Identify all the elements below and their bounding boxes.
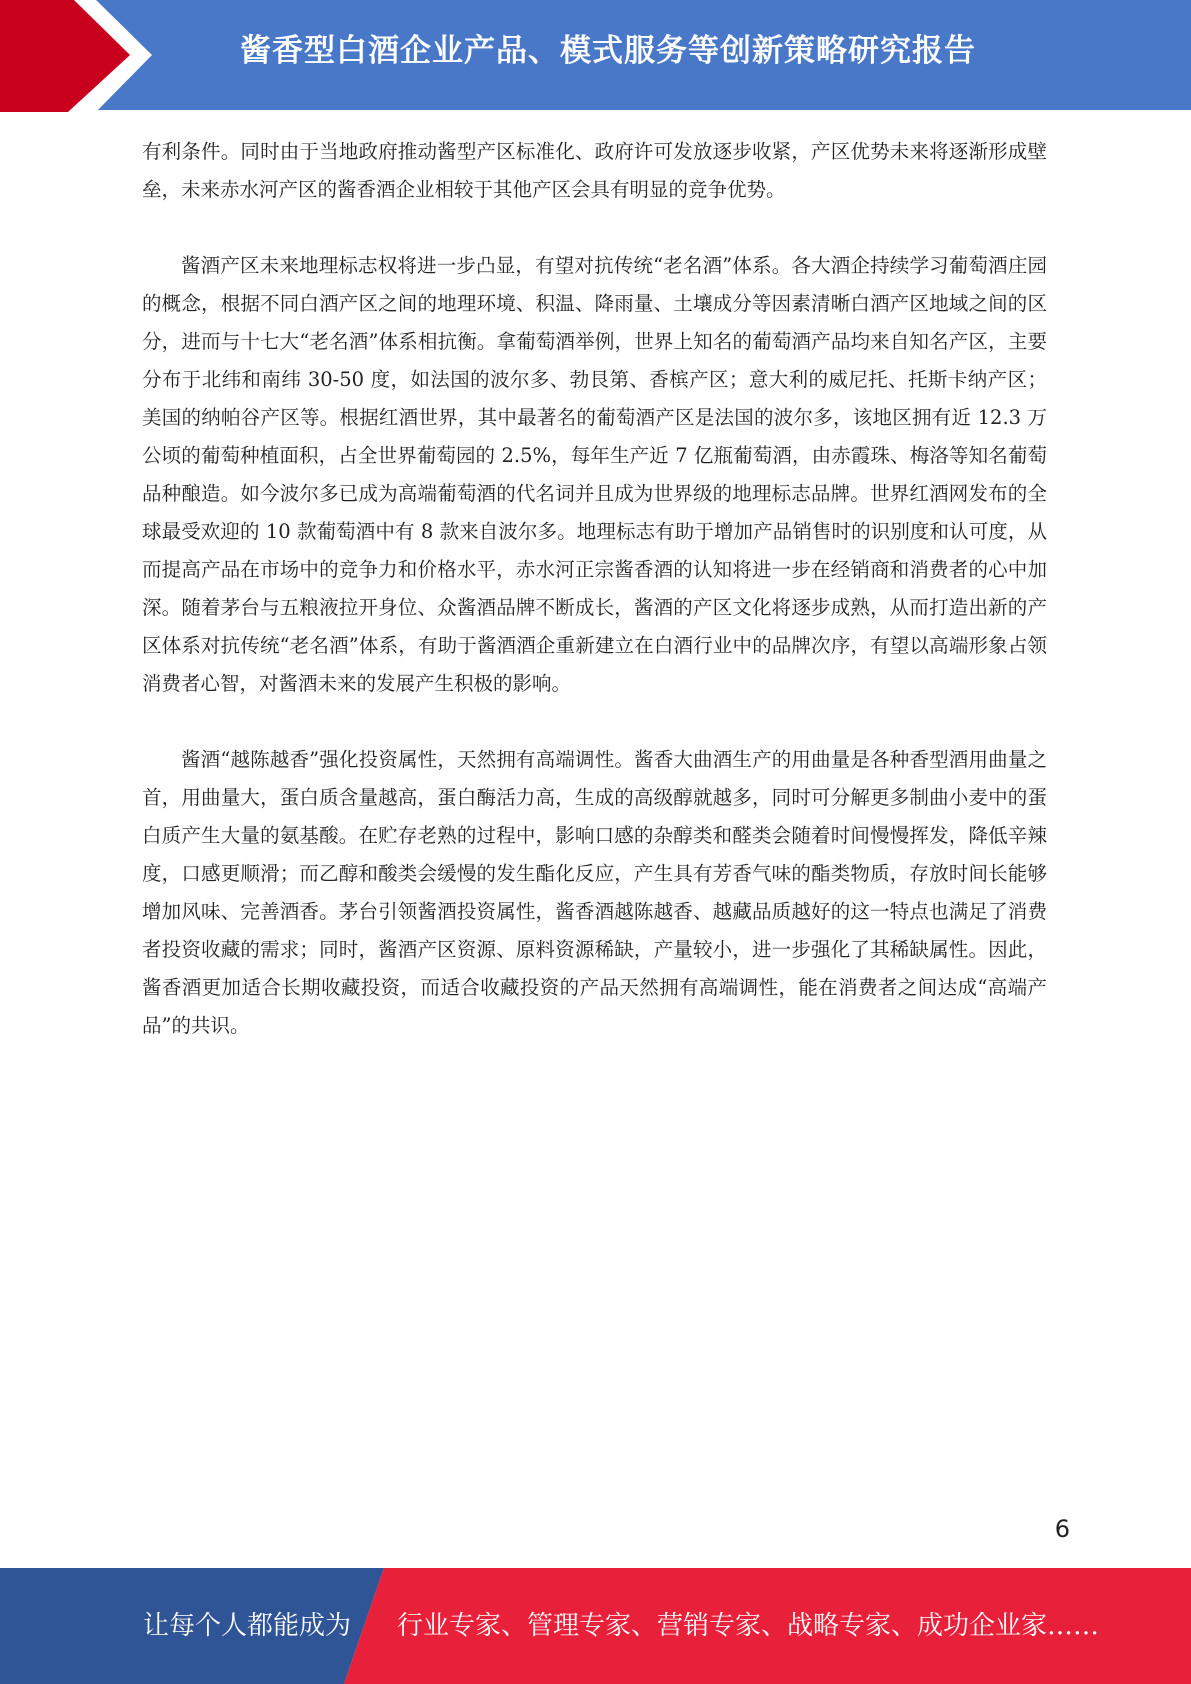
footer-slogan-left: 让每个人都能成为: [143, 1611, 352, 1641]
paragraph-continuation: 有利条件。同时由于当地政府推动酱型产区标准化、政府许可发放逐步收紧，产区优势未来将逐渐形成壁垒，未来赤水河产区的酱香酒企业相较于其他产区会具有明显的竞争优势。: [142, 140, 1047, 201]
header-chevron-decoration: [0, 0, 160, 112]
page-number: 6: [1054, 1515, 1070, 1543]
paragraph-geographic-indication: 酱酒产区未来地理标志权将进一步凸显，有望对抗传统“老名酒”体系。各大酒企持续学习葡萄酒庄园的概念，根据不同白酒产区之间的地理环境、积温、降雨量、土壤成分等因素清晰白酒产区地域之间的区分，进而与十七大“老名酒”体系相抗衡。拿葡萄酒举例，世界上知名的葡萄酒产品均来自知名产区，主要分布于北纬和南纬 30-50 度，如法国的波尔多、勃艮第、香槟产区；意大利的威尼托、托斯卡纳产区；美国的纳帕谷产区等。根据红酒世界，其中最著名的葡萄酒产区是法国的波尔多，该地区拥有近 12.3 万公顷的葡萄种植面积，占全世界葡萄园的 2.5%，每年生产近 7 亿瓶葡萄酒，由赤霞珠、梅洛等知名葡萄品种酿造。如今波尔多已成为高端葡萄酒的代名词并且成为世界级的地理标志品牌。世界红酒网发布的全球最受欢迎的 10 款葡萄酒中有 8 款来自波尔多。地理标志有助于增加产品销售时的识别度和认可度，从而提高产品在市场中的竞争力和价格水平，赤水河正宗酱香酒的认知将进一步在经销商和消费者的心中加深。随着茅台与五粮液拉开身位、众酱酒品牌不断成长，酱酒的产区文化将逐步成熟，从而打造出新的产区体系对抗传统“老名酒”体系，有助于酱酒酒企重新建立在白酒行业中的品牌次序，有望以高端形象占领消费者心智，对酱酒未来的发展产生积极的影响。: [142, 254, 1047, 695]
report-title: 酱香型白酒企业产品、模式服务等创新策略研究报告: [240, 33, 976, 69]
footer-slogan-right: 行业专家、管理专家、营销专家、战略专家、成功企业家……: [397, 1611, 1100, 1641]
footer-banner: [0, 1568, 1191, 1684]
paragraph-investment-attribute: 酱酒“越陈越香”强化投资属性，天然拥有高端调性。酱香大曲酒生产的用曲量是各种香型酒用曲量之首，用曲量大，蛋白质含量越高，蛋白酶活力高，生成的高级醇就越多，同时可分解更多制曲小麦中的蛋白质产生大量的氨基酸。在贮存老熟的过程中，影响口感的杂醇类和醛类会随着时间慢慢挥发，降低辛辣度，口感更顺滑；而乙醇和酸类会缓慢的发生酯化反应，产生具有芳香气味的酯类物质，存放时间长能够增加风味、完善酒香。茅台引领酱酒投资属性，酱香酒越陈越香、越藏品质越好的这一特点也满足了消费者投资收藏的需求；同时，酱酒产区资源、原料资源稀缺，产量较小，进一步强化了其稀缺属性。因此，酱香酒更加适合长期收藏投资，而适合收藏投资的产品天然拥有高端调性，能在消费者之间达成“高端产品”的共识。: [142, 748, 1047, 1037]
document-body: [142, 133, 1047, 1083]
